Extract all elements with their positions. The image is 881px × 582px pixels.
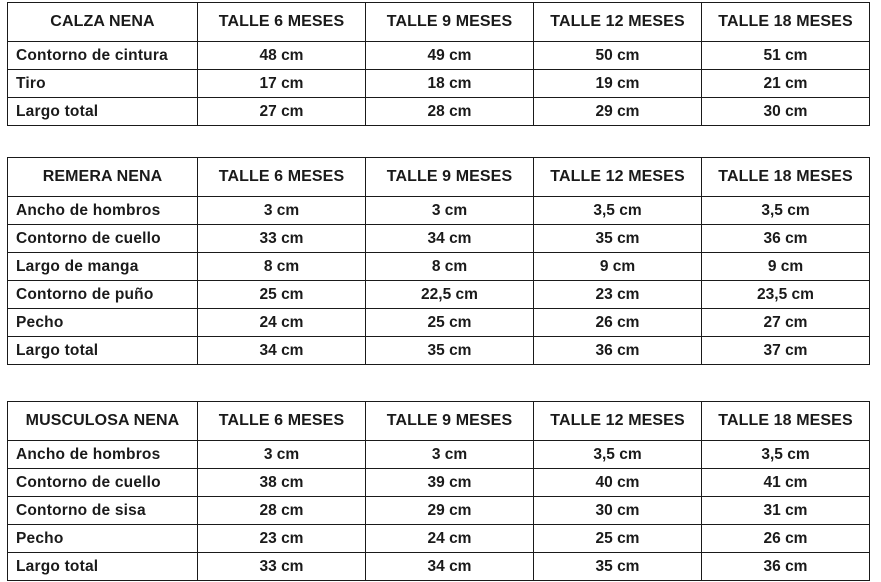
measurement-cell: 36 cm [702, 225, 870, 253]
table-row [8, 197, 870, 225]
measurement-cell: 3 cm [198, 197, 366, 225]
measurement-cell: 33 cm [198, 225, 366, 253]
column-header: TALLE 18 MESES [702, 402, 870, 441]
measurement-cell: 17 cm [198, 70, 366, 98]
measurement-cell: 36 cm [702, 553, 870, 581]
measurement-cell: 24 cm [198, 309, 366, 337]
table-row [8, 337, 870, 365]
column-header: TALLE 9 MESES [366, 3, 534, 42]
column-header: TALLE 9 MESES [366, 158, 534, 197]
measurement-cell: 3 cm [198, 441, 366, 469]
table-row [8, 98, 870, 126]
table-row [8, 253, 870, 281]
column-header: TALLE 6 MESES [198, 3, 366, 42]
table-header-row [8, 3, 870, 42]
measurement-cell: 27 cm [702, 309, 870, 337]
measurement-cell: 48 cm [198, 42, 366, 70]
row-label: Largo total [8, 337, 198, 365]
measurement-cell: 23 cm [198, 525, 366, 553]
row-label: Largo total [8, 98, 198, 126]
table-row [8, 309, 870, 337]
table-row [8, 281, 870, 309]
row-label: Largo total [8, 553, 198, 581]
measurement-cell: 35 cm [534, 225, 702, 253]
measurement-cell: 38 cm [198, 469, 366, 497]
table-row [8, 225, 870, 253]
measurement-cell: 37 cm [702, 337, 870, 365]
column-header: TALLE 12 MESES [534, 3, 702, 42]
measurement-cell: 21 cm [702, 70, 870, 98]
measurement-cell: 34 cm [198, 337, 366, 365]
column-header: TALLE 18 MESES [702, 3, 870, 42]
row-label: Pecho [8, 525, 198, 553]
measurement-cell: 3 cm [366, 441, 534, 469]
row-label: Largo de manga [8, 253, 198, 281]
column-header: TALLE 9 MESES [366, 402, 534, 441]
table-title: REMERA NENA [8, 158, 198, 197]
table-row [8, 469, 870, 497]
size-table-musculosa-nena [7, 401, 870, 581]
measurement-cell: 29 cm [534, 98, 702, 126]
row-label: Tiro [8, 70, 198, 98]
measurement-cell: 8 cm [198, 253, 366, 281]
measurement-cell: 28 cm [366, 98, 534, 126]
measurement-cell: 35 cm [534, 553, 702, 581]
column-header: TALLE 18 MESES [702, 158, 870, 197]
measurement-cell: 24 cm [366, 525, 534, 553]
measurement-cell: 3 cm [366, 197, 534, 225]
measurement-cell: 28 cm [198, 497, 366, 525]
measurement-cell: 8 cm [366, 253, 534, 281]
measurement-cell: 26 cm [702, 525, 870, 553]
measurement-cell: 23,5 cm [702, 281, 870, 309]
measurement-cell: 34 cm [366, 225, 534, 253]
table-row [8, 70, 870, 98]
measurement-cell: 31 cm [702, 497, 870, 525]
measurement-cell: 27 cm [198, 98, 366, 126]
table-row [8, 497, 870, 525]
row-label: Contorno de puño [8, 281, 198, 309]
table-header-row [8, 402, 870, 441]
column-header: TALLE 12 MESES [534, 402, 702, 441]
row-label: Contorno de cuello [8, 225, 198, 253]
measurement-cell: 51 cm [702, 42, 870, 70]
table-title: CALZA NENA [8, 3, 198, 42]
size-table-calza-nena [7, 2, 870, 126]
measurement-cell: 23 cm [534, 281, 702, 309]
table-header-row [8, 158, 870, 197]
row-label: Contorno de sisa [8, 497, 198, 525]
table-row [8, 525, 870, 553]
measurement-cell: 3,5 cm [702, 197, 870, 225]
measurement-cell: 25 cm [198, 281, 366, 309]
measurement-cell: 19 cm [534, 70, 702, 98]
column-header: TALLE 12 MESES [534, 158, 702, 197]
row-label: Ancho de hombros [8, 441, 198, 469]
measurement-cell: 9 cm [702, 253, 870, 281]
measurement-cell: 36 cm [534, 337, 702, 365]
column-header: TALLE 6 MESES [198, 402, 366, 441]
measurement-cell: 39 cm [366, 469, 534, 497]
measurement-cell: 25 cm [366, 309, 534, 337]
table-row [8, 441, 870, 469]
measurement-cell: 25 cm [534, 525, 702, 553]
measurement-cell: 22,5 cm [366, 281, 534, 309]
measurement-cell: 29 cm [366, 497, 534, 525]
measurement-cell: 34 cm [366, 553, 534, 581]
measurement-cell: 40 cm [534, 469, 702, 497]
measurement-cell: 3,5 cm [534, 441, 702, 469]
measurement-cell: 30 cm [702, 98, 870, 126]
column-header: TALLE 6 MESES [198, 158, 366, 197]
row-label: Contorno de cintura [8, 42, 198, 70]
table-row [8, 42, 870, 70]
measurement-cell: 3,5 cm [534, 197, 702, 225]
measurement-cell: 3,5 cm [702, 441, 870, 469]
row-label: Pecho [8, 309, 198, 337]
measurement-cell: 18 cm [366, 70, 534, 98]
measurement-cell: 30 cm [534, 497, 702, 525]
size-table-remera-nena [7, 157, 870, 365]
measurement-cell: 49 cm [366, 42, 534, 70]
table-title: MUSCULOSA NENA [8, 402, 198, 441]
row-label: Ancho de hombros [8, 197, 198, 225]
measurement-cell: 33 cm [198, 553, 366, 581]
measurement-cell: 9 cm [534, 253, 702, 281]
row-label: Contorno de cuello [8, 469, 198, 497]
measurement-cell: 50 cm [534, 42, 702, 70]
table-row [8, 553, 870, 581]
measurement-cell: 26 cm [534, 309, 702, 337]
measurement-cell: 35 cm [366, 337, 534, 365]
measurement-cell: 41 cm [702, 469, 870, 497]
